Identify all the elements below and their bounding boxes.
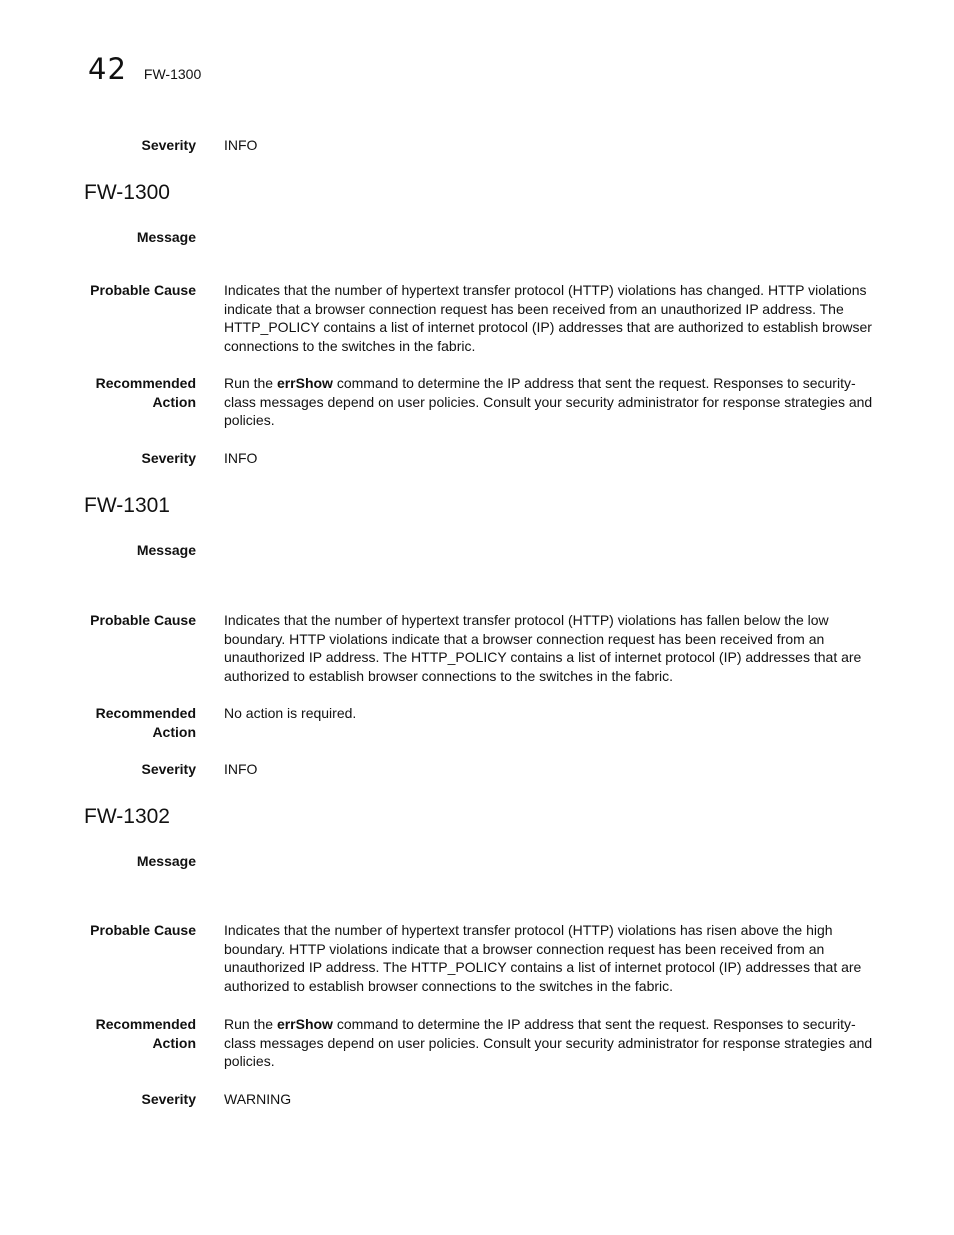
probable-cause-label: Probable Cause <box>90 282 196 298</box>
message-label: Message <box>136 542 196 558</box>
action-pre-text: Run the <box>224 1016 277 1032</box>
recommended-action-text <box>224 1015 874 1071</box>
action-post-text: command to determine the IP address that sent the request. Responses to security-class messages depend on user policies. Consult your security administrator for response strategies and policies. <box>224 375 873 428</box>
chapter-number: 42 <box>88 52 127 86</box>
severity-value: WARNING <box>224 1091 292 1107</box>
recommended-action-text <box>224 374 874 430</box>
severity-value: INFO <box>224 450 258 466</box>
recommended-action-label <box>46 704 196 742</box>
message-label: Message <box>136 229 196 245</box>
probable-cause-text: Indicates that the number of hypertext transfer protocol (HTTP) violations has changed. HTTP violations indicate that a browser connection request has been received from an unauthorized IP address. The HTTP_POLICY contains a list of internet protocol (IP) addresses that are authorized to establish browser connections to the switches in the fabric. <box>224 282 872 354</box>
command-errshow: errShow <box>276 375 333 391</box>
recommended-label-line2: Action <box>152 394 196 410</box>
action-pre-text: Run the <box>224 375 277 391</box>
page-header <box>88 52 201 86</box>
recommended-label-line2: Action <box>152 724 196 740</box>
recommended-action-label <box>46 1015 196 1053</box>
recommended-label-line1: Recommended <box>95 375 196 391</box>
recommended-label-line1: Recommended <box>95 705 196 721</box>
running-title: FW-1300 <box>143 66 202 82</box>
recommended-label-line1: Recommended <box>95 1016 196 1032</box>
severity-value: INFO <box>224 137 258 153</box>
section-title-fw-1301: FW-1301 <box>84 494 170 517</box>
severity-label: Severity <box>141 450 196 466</box>
section-title-fw-1302: FW-1302 <box>84 805 170 828</box>
recommended-label-line2: Action <box>152 1035 196 1051</box>
probable-cause-label: Probable Cause <box>90 612 196 628</box>
message-label: Message <box>136 853 196 869</box>
section-title-fw-1300: FW-1300 <box>84 181 170 204</box>
severity-label: Severity <box>141 137 196 153</box>
recommended-action-text: No action is required. <box>224 705 357 721</box>
severity-label: Severity <box>141 1091 196 1107</box>
probable-cause-text: Indicates that the number of hypertext transfer protocol (HTTP) violations has risen above the high boundary. HTTP violations indicate that a browser connection request has been received from an unauthorized IP address. The HTTP_POLICY contains a list of internet protocol (IP) addresses that are authorized to establish browser connections to the switches in the fabric. <box>224 922 862 994</box>
probable-cause-label: Probable Cause <box>90 922 196 938</box>
action-post-text: command to determine the IP address that sent the request. Responses to security-class messages depend on user policies. Consult your security administrator for response strategies and policies. <box>224 1016 873 1069</box>
recommended-action-label <box>46 374 196 412</box>
probable-cause-text: Indicates that the number of hypertext transfer protocol (HTTP) violations has fallen below the low boundary. HTTP violations indicate that a browser connection request has been received from an unauthorized IP address. The HTTP_POLICY contains a list of internet protocol (IP) addresses that are authorized to establish browser connections to the switches in the fabric. <box>224 612 862 684</box>
command-errshow: errShow <box>276 1016 333 1032</box>
severity-value: INFO <box>224 761 258 777</box>
severity-label: Severity <box>141 761 196 777</box>
